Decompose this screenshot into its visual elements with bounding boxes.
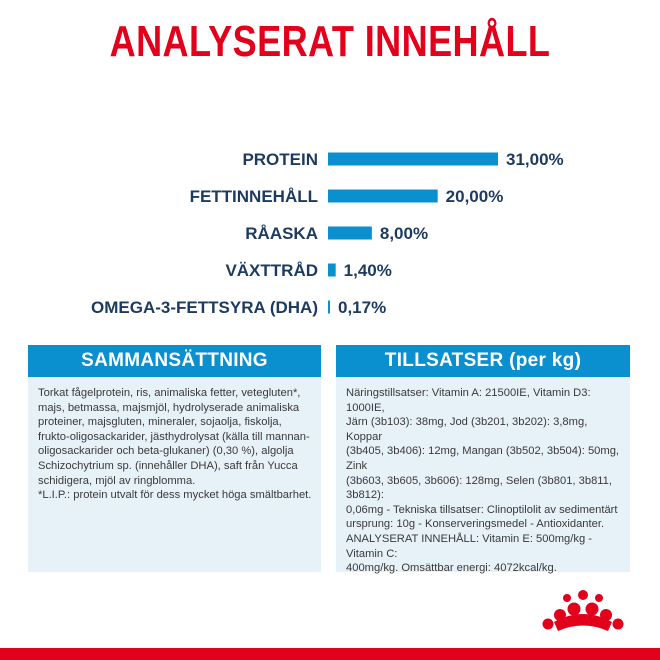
bar <box>328 301 330 314</box>
additives-header: TILLSATSER (per kg) <box>336 345 630 377</box>
bar-value-label: 8,00% <box>379 224 429 243</box>
bar-label: OMEGA-3-FETTSYRA (DHA) <box>91 298 318 317</box>
bottom-brand-bar <box>0 648 660 660</box>
bar-label: RÅASKA <box>245 224 318 243</box>
bar <box>328 227 372 240</box>
nutrient-bar-chart <box>0 135 660 325</box>
composition-text: Torkat fågelprotein, ris, animaliska fetter, vetegluten*, majs, betmassa, majsmjöl, hydrolyserade animaliska proteiner, majsgluten, mineraler, sojaolja, fiskolja, frukto-oligosackarider, jästhydrolysat (källa till mannan- oligosackarider och beta-glukaner) (0,30 %), algolja Schizochytrium sp. (innehåller DHA), saft från Yucca schidigera, mjöl av ringblomma. *L.I.P.: protein utvalt för dess mycket höga smältbarhet. <box>28 377 321 572</box>
bar-label: FETTINNEHÅLL <box>189 187 318 206</box>
bar-value-label: 20,00% <box>445 187 504 206</box>
additives-text: Näringstillsatser: Vitamin A: 21500IE, Vitamin D3: 1000IE, Järn (3b103): 38mg, Jod (3b201, 3b202): 3,8mg, Koppar (3b405, 3b406): 12mg, Mangan (3b502, 3b504): 50mg, Zink (3b603, 3b605, 3b606): 128mg, Selen (3b801, 3b811, 3b812): 0,06mg - Tekniska tillsatser: Clinoptilolit av sedimentärt ursprung: 10g - Konserveringsmedel - Antioxidanter. ANALYSERAT INNEHÅLL: Vitamin E: 500mg/kg - Vitamin C: 400mg/kg. Omsättbar energi: 4072kcal/kg. <box>336 377 630 572</box>
royal-canin-crown-icon <box>540 584 626 634</box>
bar-value-label: 31,00% <box>506 150 564 169</box>
bar-label: PROTEIN <box>242 150 318 169</box>
bar <box>328 153 498 166</box>
bar-value-label: 1,40% <box>343 261 392 280</box>
page-title: ANALYSERAT INNEHÅLL <box>109 17 551 66</box>
bar-label: VÄXTTRÅD <box>225 261 318 280</box>
composition-header: SAMMANSÄTTNING <box>28 345 321 377</box>
bar <box>328 264 336 277</box>
bar <box>328 190 438 203</box>
bar-value-label: 0,17% <box>338 298 387 317</box>
